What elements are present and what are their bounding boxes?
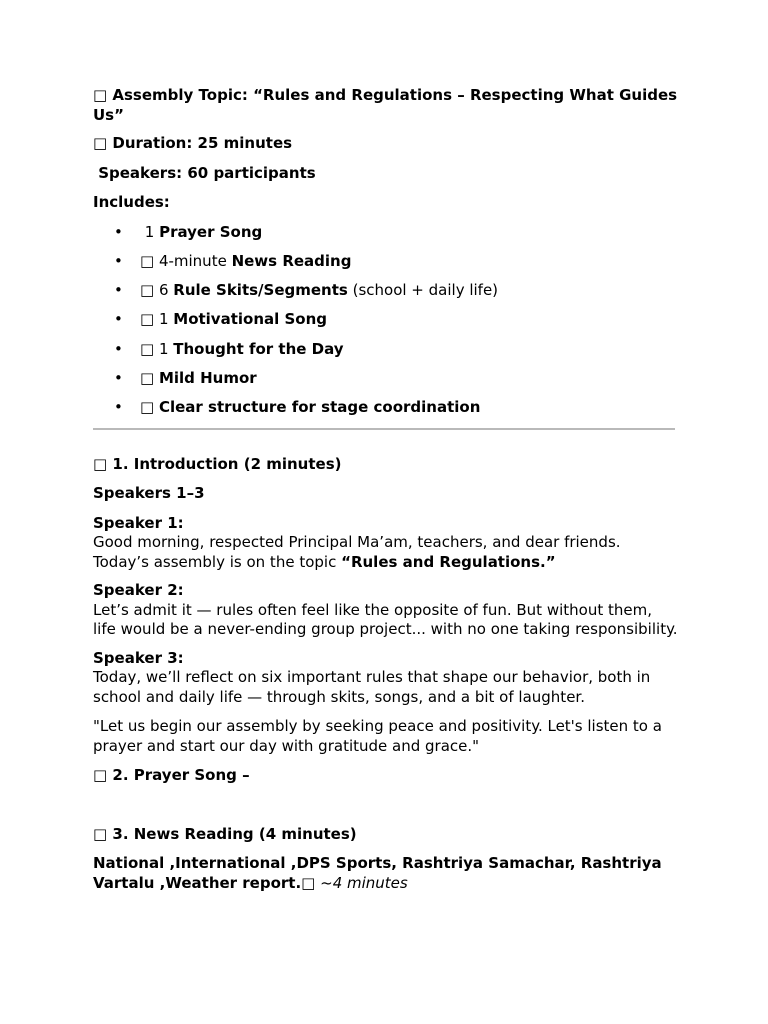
bullet-icon: • [114, 398, 123, 417]
item-prefix: □ 1 [140, 310, 174, 329]
assembly-duration: □ Duration: 25 minutes [93, 134, 293, 152]
speaker-text: Let’s admit it — rules often feel like the opposite of fun. But without them, life would be a never-ending group project... with no one taking responsibility. [93, 600, 678, 639]
assembly-speakers: Speakers: 60 participants [93, 163, 316, 182]
item-title: Thought for the Day [173, 339, 344, 358]
horizontal-divider [93, 428, 675, 430]
speaker-block-1 [93, 514, 678, 573]
speaker-label: Speaker 3: [93, 648, 184, 667]
item-prefix: 1 [140, 222, 160, 241]
list-item [93, 281, 678, 301]
bullet-icon: • [114, 368, 123, 387]
list-item [93, 252, 678, 272]
section-heading-prayer-song: □ 2. Prayer Song – [93, 766, 250, 785]
list-item [93, 398, 678, 418]
speaker-block-2 [93, 581, 678, 640]
speaker-text: Good morning, respected Principal Ma’am, teachers, and dear friends. [93, 533, 621, 552]
blank-space [93, 786, 678, 825]
speaker-text: Today’s assembly is on the topic [93, 552, 342, 571]
item-title: News Reading [231, 251, 352, 270]
assembly-topic: □ Assembly Topic: “Rules and Regulations – Respecting What Guides Us” [93, 86, 678, 124]
item-title: Clear structure for stage coordination [158, 398, 481, 417]
clock-icon: □ [301, 873, 316, 892]
section-heading-introduction: □ 1. Introduction (2 minutes) [93, 454, 342, 473]
speaker-label: Speaker 2: [93, 581, 184, 600]
includes-label: Includes: [93, 193, 170, 211]
speakers-range: Speakers 1–3 [93, 484, 205, 503]
bullet-icon: • [114, 251, 123, 270]
item-prefix: □ 6 [140, 281, 174, 300]
news-duration: ~4 minutes [315, 873, 408, 892]
news-reading-details [93, 854, 678, 893]
prayer-introduction: "Let us begin our assembly by seeking peace and positivity. Let's listen to a prayer and start our day with gratitude and grace." [93, 717, 662, 755]
list-item [93, 223, 678, 243]
section-heading-news-reading: □ 3. News Reading (4 minutes) [93, 824, 357, 843]
item-prefix: □ 1 [140, 339, 174, 358]
item-prefix: □ [140, 398, 159, 417]
bullet-icon: • [114, 310, 123, 329]
item-title: Mild Humor [158, 368, 257, 387]
includes-list [93, 223, 678, 418]
bullet-icon: • [114, 339, 123, 358]
item-title: Motivational Song [173, 310, 328, 329]
bullet-icon: • [114, 222, 123, 241]
list-item [93, 310, 678, 330]
item-title: Rule Skits/Segments [173, 281, 348, 300]
bullet-icon: • [114, 281, 123, 300]
item-title: Prayer Song [159, 222, 263, 241]
document-page [93, 86, 678, 893]
speaker-label: Speaker 1: [93, 513, 184, 532]
topic-quote: “Rules and Regulations.” [341, 552, 556, 571]
item-suffix: (school + daily life) [347, 281, 499, 300]
news-segments: National ,International ,DPS Sports, Rashtriya Samachar, Rashtriya Vartalu ,Weather report. [93, 854, 662, 892]
item-prefix: □ [140, 368, 159, 387]
speaker-text: Today, we’ll reflect on six important rules that shape our behavior, both in school and daily life — through skits, songs, and a bit of laughter. [93, 668, 651, 706]
list-item [93, 369, 678, 389]
item-prefix: □ 4-minute [140, 251, 232, 270]
list-item [93, 340, 678, 360]
speaker-block-3 [93, 649, 678, 708]
